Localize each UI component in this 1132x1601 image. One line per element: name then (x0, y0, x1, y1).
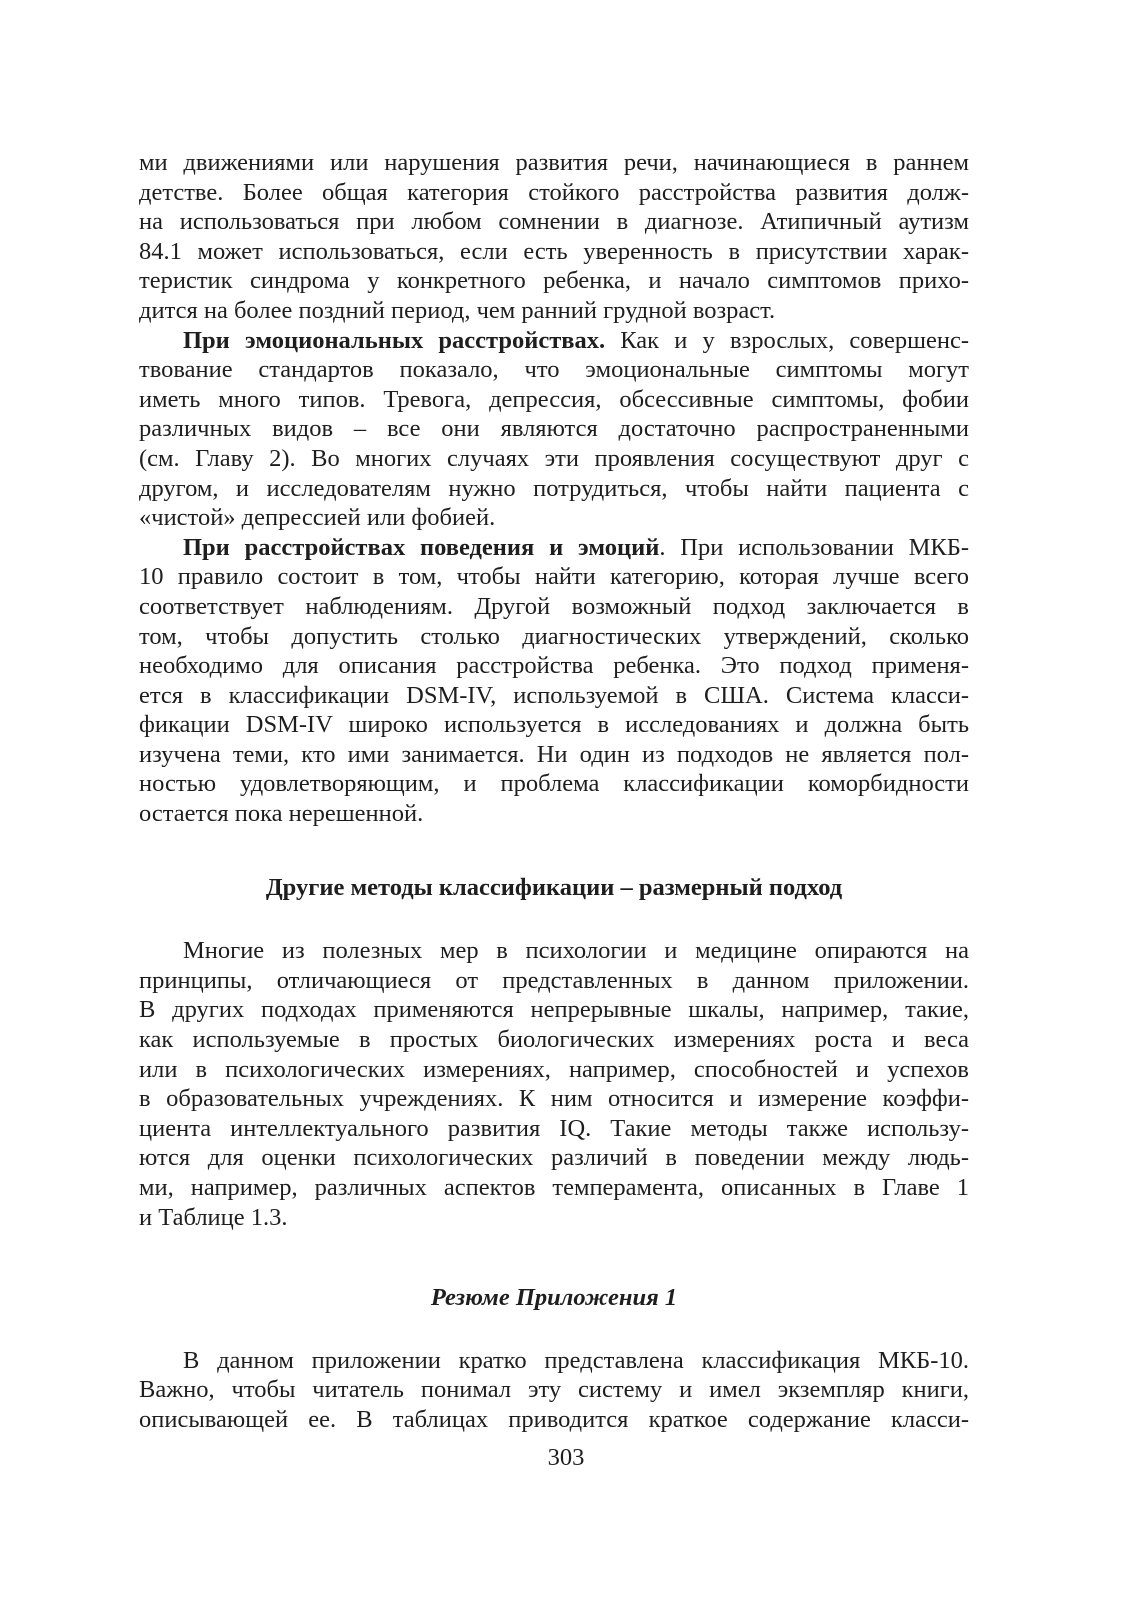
text-line (139, 326, 969, 356)
text-line (139, 533, 969, 563)
run-in-heading: При расстройствах поведения и эмоций (183, 533, 660, 561)
text-line: Многие из полезных мер в психологии и медицине опираются на (183, 937, 969, 965)
text-line: фикации DSM-IV широко используется в исследованиях и должна быть (139, 711, 969, 739)
text-line: ми, например, различных аспектов темперамента, описанных в Главе 1 (139, 1174, 969, 1201)
text-line: Важно, чтобы читатель понимал эту систему и имел экземпляр книги, (139, 1376, 969, 1404)
text-line-rest: Как и у взрослых, совершенс- (605, 326, 969, 354)
book-page-body (139, 148, 969, 1435)
text-line: детстве. Более общая категория стойкого расстройства развития долж- (139, 178, 969, 206)
text-line: как используемые в простых биологических измерениях роста и веса (139, 1026, 969, 1054)
text-line: на использоваться при любом сомнении в диагнозе. Атипичный аутизм (139, 208, 969, 236)
page-number: 303 (547, 1444, 585, 1471)
text-line: изучена теми, кто ими занимается. Ни один из подходов не является пол- (139, 740, 969, 768)
paragraph-behavior-emotion-disorders (139, 533, 969, 829)
paragraph-emotional-disorders (139, 326, 969, 533)
text-line: ми движениями или нарушения развития речи, начинающиеся в раннем (139, 149, 969, 176)
paragraph-dimensional-approach (139, 936, 969, 1232)
text-line: или в психологических измерениях, например, способностей и успехов (139, 1055, 969, 1083)
text-line: 84.1 может использоваться, если есть уверенность в присутствии харак- (139, 237, 969, 265)
text-line: описывающей ее. В таблицах приводится краткое содержание класси- (139, 1405, 969, 1433)
text-line: циента интеллектуального развития IQ. Такие методы также использу- (139, 1114, 969, 1142)
text-line: В данном приложении кратко представлена классификация МКБ-10. (183, 1346, 969, 1374)
text-line: ностью удовлетворяющим, и проблема классификации коморбидности (139, 770, 969, 798)
text-line: соответствует наблюдениям. Другой возможный подход заключается в (139, 592, 969, 620)
text-line: остается пока нерешенной. (139, 800, 424, 828)
paragraph-pervasive-disorders (139, 148, 969, 326)
paragraph-summary (139, 1346, 969, 1435)
text-line: другом, и исследователям нужно потрудиться, чтобы найти пациента с (139, 474, 969, 502)
section-heading: Другие методы классификации – размерный подход (265, 873, 843, 901)
summary-heading: Резюме Приложения 1 (430, 1284, 678, 1312)
text-line: В других подходах применяются непрерывные шкалы, например, такие, (139, 996, 969, 1024)
text-line: теристик синдрома у конкретного ребенка, и начало симптомов прихо- (139, 267, 969, 295)
text-line: 10 правило состоит в том, чтобы найти категорию, которая лучше всего (139, 563, 969, 591)
text-line-rest: . При использовании МКБ- (659, 533, 969, 561)
text-line: ется в классификации DSM-IV, используемой в США. Система класси- (139, 681, 969, 709)
text-line: различных видов – все они являются достаточно распространенными (139, 415, 969, 443)
text-line: иметь много типов. Тревога, депрессия, обсессивные симптомы, фобии (139, 385, 969, 413)
text-line: принципы, отличающиеся от представленных в данном приложении. (139, 966, 969, 994)
text-line: том, чтобы допустить столько диагностических утверждений, сколько (139, 622, 969, 650)
text-line: и Таблице 1.3. (139, 1203, 288, 1231)
text-line: в образовательных учреждениях. К ним относится и измерение коэффи- (139, 1085, 969, 1113)
text-line: ются для оценки психологических различий в поведении между людь- (139, 1144, 969, 1172)
text-line: необходимо для описания расстройства ребенка. Это подход применя- (139, 652, 969, 680)
text-line: дится на более поздний период, чем ранний грудной возраст. (139, 296, 776, 324)
text-line: (см. Главу 2). Во многих случаях эти проявления сосуществуют друг с (139, 444, 969, 472)
text-line: твование стандартов показало, что эмоциональные симптомы могут (139, 356, 969, 384)
run-in-heading: При эмоциональных расстройствах. (183, 326, 606, 354)
text-line: «чистой» депрессией или фобией. (139, 504, 496, 532)
